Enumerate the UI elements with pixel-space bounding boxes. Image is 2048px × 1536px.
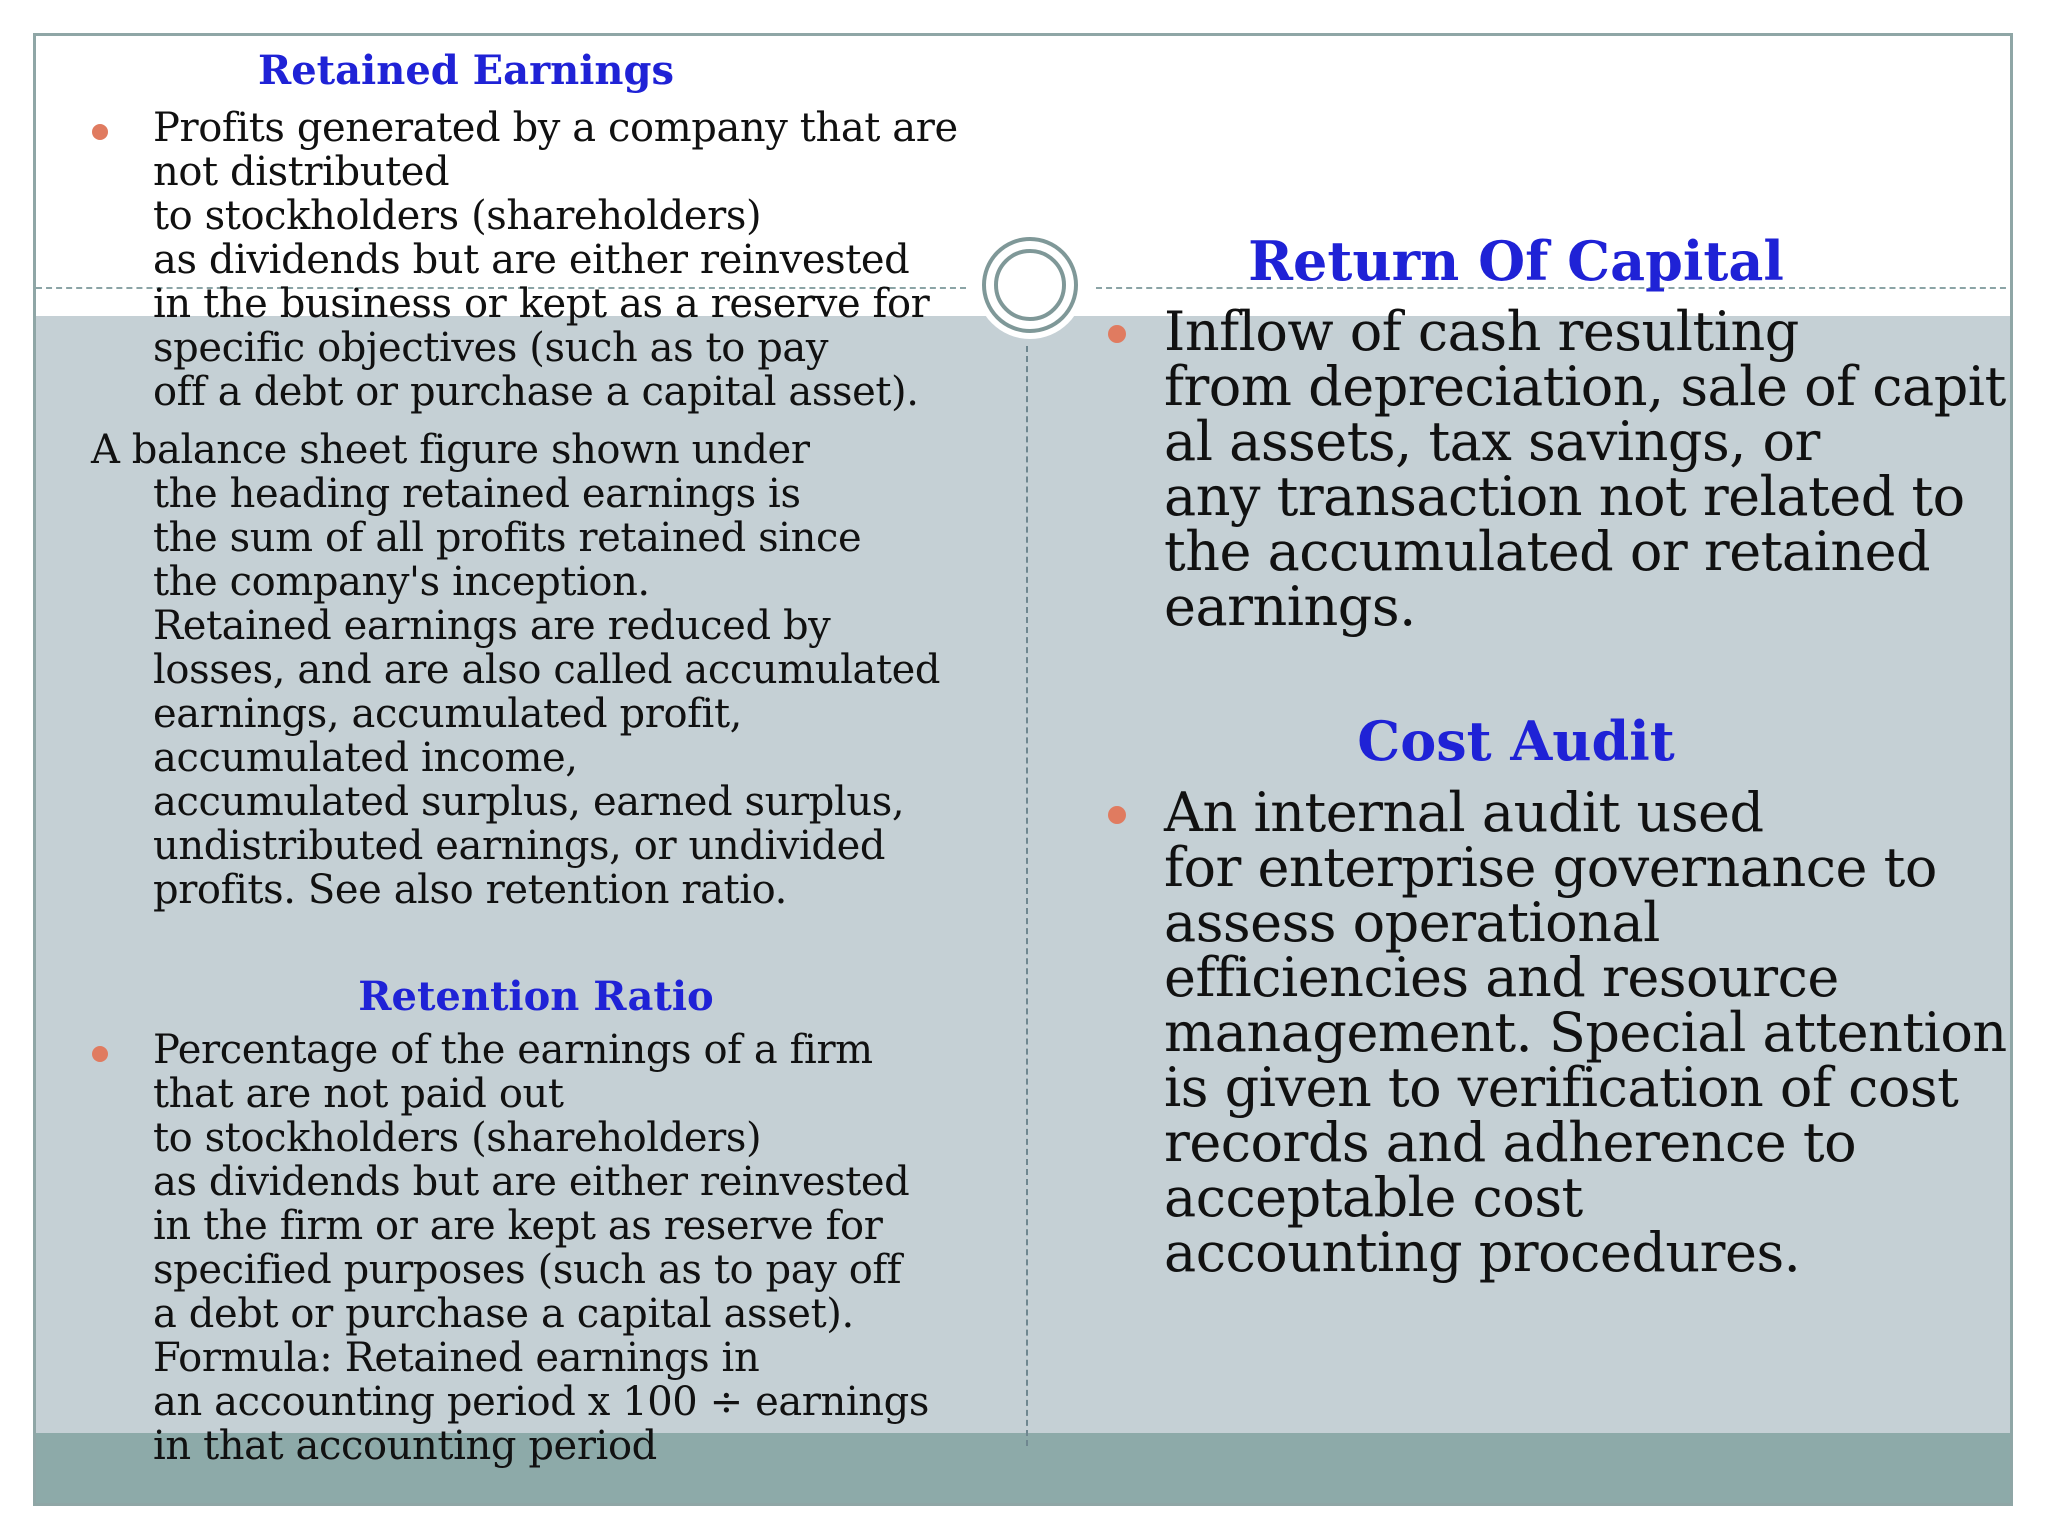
retention-ratio-definition: Percentage of the earnings of a firm that are not paid out to stockholders (shareholders) as dividends but are either reinvested in the firm or are kept as reserve for specified purposes (such as to pay off a debt or purchase a capital asset). Formula: Retained earnings in an accounting period x 100 ÷ earnings in that accounting period bbox=[153, 1027, 929, 1469]
return-of-capital-definition: Inflow of cash resulting from depreciation, sale of capit al assets, tax savings, or any transaction not related to the accumulated or retained earnings. bbox=[1164, 300, 2006, 638]
column-divider bbox=[1026, 346, 1028, 1446]
retained-earnings-title: Retained Earnings bbox=[257, 47, 675, 94]
slide-frame bbox=[33, 33, 2013, 1506]
return-of-capital-title: Return Of Capital bbox=[1248, 229, 1784, 293]
bullet-icon bbox=[92, 124, 108, 140]
balance-sheet-details: the heading retained earnings is the sum of all profits retained since the company's inception. Retained earnings are reduced by losses, and are also called accumulated earnings, accumulated profit, accumulated income, accumulated surplus, earned surplus, undistributed earnings, or undivided profits. See also retention ratio. bbox=[153, 471, 941, 913]
cost-audit-definition: An internal audit used for enterprise governance to assess operational efficiencies and resource management. Special attention is given to verification of cost records and adherence to acceptable cost accounting procedures. bbox=[1164, 781, 2007, 1284]
cost-audit-title: Cost Audit bbox=[1357, 709, 1675, 773]
bullet-icon bbox=[1108, 325, 1126, 343]
bullet-icon bbox=[92, 1046, 108, 1062]
balance-sheet-intro: A balance sheet figure shown under bbox=[91, 427, 810, 473]
retention-ratio-title: Retention Ratio bbox=[358, 973, 714, 1020]
bullet-icon bbox=[1108, 806, 1126, 824]
retained-earnings-definition: Profits generated by a company that are not distributed to stockholders (shareholders) as dividends but are either reinvested in the business or kept as a reserve for specific objectives (such as to pay off a debt or purchase a capital asset). bbox=[153, 105, 958, 415]
